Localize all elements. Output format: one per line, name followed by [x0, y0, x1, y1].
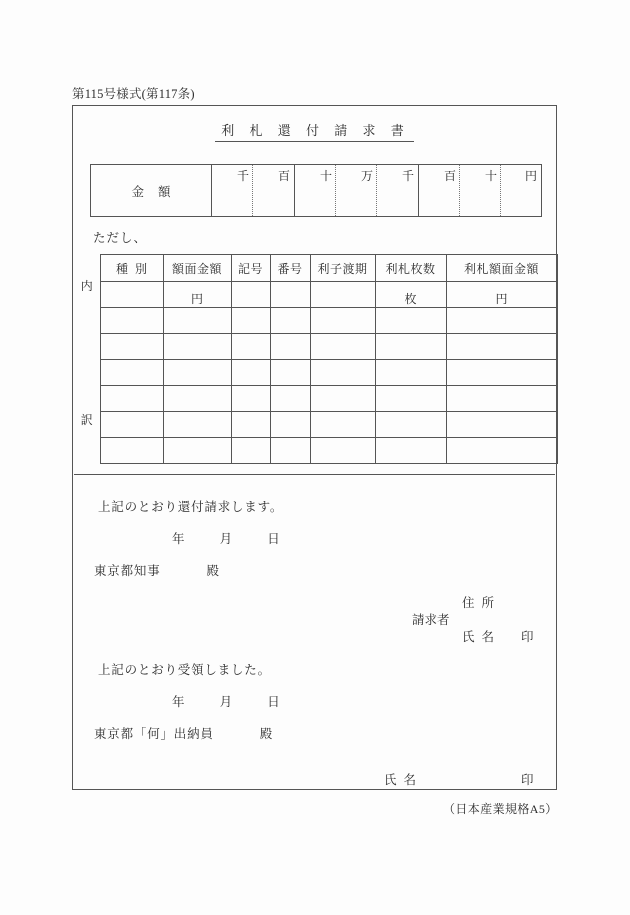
side-label-top: 内 — [80, 278, 93, 293]
cell-coupon-face-amount[interactable] — [446, 386, 557, 412]
date-day-label: 日 — [267, 695, 281, 709]
amount-digit-cell[interactable]: 百 — [419, 165, 460, 216]
cell-number[interactable] — [270, 438, 310, 464]
cell-symbol[interactable] — [231, 438, 270, 464]
governor-label: 東京都知事 — [94, 564, 161, 578]
cell-coupon-face-amount[interactable] — [446, 412, 557, 438]
amount-label: 金額 — [91, 165, 212, 216]
cell-face-amount[interactable] — [163, 334, 231, 360]
paper-standard-note: （日本産業規格A5） — [443, 802, 558, 816]
amount-digit-cell[interactable]: 万 — [336, 165, 377, 216]
cell-type[interactable] — [100, 438, 163, 464]
cell-type[interactable] — [100, 360, 163, 386]
amount-digit-group-3 — [418, 165, 541, 216]
column-header-number: 番号 — [270, 255, 310, 282]
page-title: 利 札 還 付 請 求 書 — [215, 120, 414, 142]
table-row[interactable] — [74, 334, 557, 360]
cell-number[interactable] — [270, 334, 310, 360]
amount-table — [90, 164, 542, 217]
cell-face-amount[interactable] — [163, 360, 231, 386]
cell-coupon-count[interactable] — [375, 334, 446, 360]
receipt-statement: 上記のとおり受領しました。 — [98, 663, 271, 677]
claimant-seal-label: 印 — [521, 630, 534, 644]
receipt-date-line[interactable] — [172, 692, 281, 710]
amount-digit-cell[interactable]: 千 — [212, 165, 253, 216]
cell-interest-date[interactable] — [310, 334, 375, 360]
receiver-seal-label: 印 — [521, 773, 534, 787]
date-year-label: 年 — [172, 695, 186, 709]
cell-type[interactable] — [100, 308, 163, 334]
cell-face-amount[interactable] — [163, 386, 231, 412]
amount-digit-cell[interactable]: 百 — [277, 169, 290, 183]
cell-symbol[interactable] — [231, 334, 270, 360]
cell-interest-date[interactable] — [310, 282, 375, 308]
cashier-label: 東京都「何」出納員 — [94, 727, 214, 741]
cell-type[interactable] — [100, 386, 163, 412]
cell-number[interactable] — [270, 308, 310, 334]
cell-number[interactable] — [270, 282, 310, 308]
amount-digit-cell[interactable]: 十 — [295, 165, 336, 216]
cell-symbol[interactable] — [231, 360, 270, 386]
cell-coupon-face-amount-unit[interactable]: 円 — [446, 282, 557, 308]
cell-symbol[interactable] — [231, 386, 270, 412]
refund-request-date-line[interactable] — [172, 529, 281, 547]
cell-type[interactable] — [100, 282, 163, 308]
cell-face-amount-unit[interactable]: 円 — [163, 282, 231, 308]
cell-coupon-count[interactable] — [375, 360, 446, 386]
form-number: 第115号様式(第117条) — [72, 87, 195, 101]
date-year-label: 年 — [172, 532, 186, 546]
date-month-label: 月 — [219, 532, 234, 546]
cell-symbol[interactable] — [231, 308, 270, 334]
amount-digit-cell[interactable]: 円 — [524, 169, 537, 183]
cell-interest-date[interactable] — [310, 438, 375, 464]
cell-coupon-face-amount[interactable] — [446, 438, 557, 464]
claimant-address-label: 住所 — [462, 596, 502, 610]
cell-coupon-face-amount[interactable] — [446, 334, 557, 360]
cell-face-amount[interactable] — [163, 308, 231, 334]
form-frame — [72, 105, 557, 790]
cell-interest-date[interactable] — [310, 412, 375, 438]
cell-type[interactable] — [100, 334, 163, 360]
cell-interest-date[interactable] — [310, 386, 375, 412]
cell-coupon-count[interactable] — [375, 438, 446, 464]
cell-type[interactable] — [100, 412, 163, 438]
breakdown-side-label — [74, 255, 100, 464]
amount-digit-cell[interactable]: 十 — [460, 165, 501, 216]
proviso-text: ただし、 — [93, 231, 148, 245]
cell-coupon-count-unit[interactable]: 枚 — [375, 282, 446, 308]
table-row[interactable] — [74, 412, 557, 438]
cell-coupon-count[interactable] — [375, 308, 446, 334]
title-container — [73, 120, 556, 142]
cell-number[interactable] — [270, 412, 310, 438]
cell-coupon-count[interactable] — [375, 412, 446, 438]
amount-digit-cell[interactable]: 千 — [401, 169, 414, 183]
amount-digit-group-1 — [212, 165, 294, 216]
column-header-coupon-face-amount: 利札額面金額 — [446, 255, 557, 282]
cell-symbol[interactable] — [231, 412, 270, 438]
refund-request-statement: 上記のとおり還付請求します。 — [98, 500, 284, 514]
statements-section — [74, 474, 555, 789]
date-day-label: 日 — [267, 532, 281, 546]
table-row[interactable] — [74, 438, 557, 464]
table-row[interactable] — [74, 282, 557, 308]
cell-coupon-face-amount[interactable] — [446, 360, 557, 386]
table-row[interactable] — [74, 360, 557, 386]
honorific-label: 殿 — [206, 564, 220, 578]
cell-coupon-face-amount[interactable] — [446, 308, 557, 334]
column-header-coupon-count: 利札枚数 — [375, 255, 446, 282]
breakdown-table — [74, 254, 558, 464]
cell-number[interactable] — [270, 386, 310, 412]
table-row[interactable] — [74, 386, 557, 412]
cell-symbol[interactable] — [231, 282, 270, 308]
claimant-label: 請求者 — [412, 613, 450, 627]
cell-coupon-count[interactable] — [375, 386, 446, 412]
receiver-name-label: 氏名 — [384, 773, 424, 787]
cell-interest-date[interactable] — [310, 360, 375, 386]
column-header-symbol: 記号 — [231, 255, 270, 282]
cell-face-amount[interactable] — [163, 412, 231, 438]
cashier-addressee-line — [94, 724, 273, 742]
governor-addressee-line — [94, 561, 220, 579]
date-month-label: 月 — [219, 695, 234, 709]
column-header-interest-date: 利子渡期 — [310, 255, 375, 282]
cell-number[interactable] — [270, 360, 310, 386]
honorific-label: 殿 — [259, 727, 274, 741]
claimant-name-label: 氏名 — [462, 630, 502, 644]
column-header-face-amount: 額面金額 — [163, 255, 231, 282]
amount-digit-group-2 — [294, 165, 418, 216]
column-header-type: 種別 — [100, 255, 163, 282]
table-row[interactable] — [74, 308, 557, 334]
cell-interest-date[interactable] — [310, 308, 375, 334]
side-label-bottom: 訳 — [80, 412, 93, 427]
cell-face-amount[interactable] — [163, 438, 231, 464]
